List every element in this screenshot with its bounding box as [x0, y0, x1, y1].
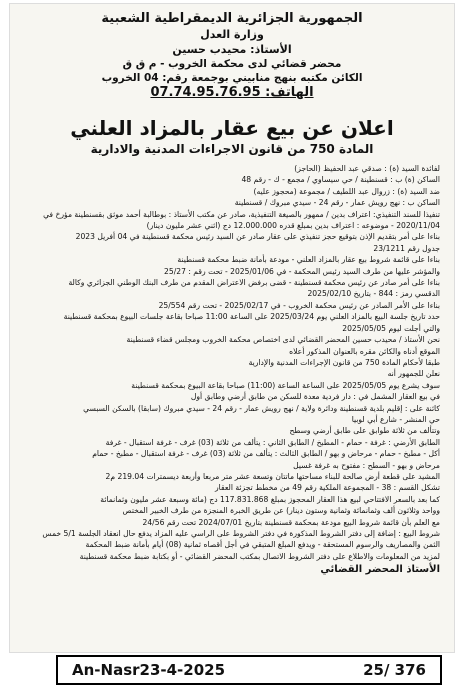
body-line: بناءا على قائمة شروط بيع عقار بالمزاد العلني - مودعة بأمانة ضبط محكمة قسنطينة: [177, 255, 440, 265]
body-line: حدد تاريخ جلسة البيع بالمزاد العلني يوم 2025/03/24 على الساعة 11:00 صباحا بقاعة جلسات البيوع بمحكمة قسنطينة: [63, 312, 440, 322]
body-line: حي المنشر - شارع أبي لوبيا: [351, 414, 440, 424]
body-line: نعلن للجمهور أنه: [387, 369, 440, 379]
bailiff-header: [10, 10, 454, 101]
body-line: في بيع العقار المشمل في : دار فردية معدة للسكن من طابق أرضي وطابق أول: [190, 392, 440, 402]
body-line: بناءا على أمر صادر عن رئيس محكمة قسنطينة - قضى برفض الاعتراض المقدم من طرف البنك الوطني الجزائري وكالة: [68, 278, 440, 288]
body-line: نحن الأستاذ / محيدب حسين المحضر القضائي لدى اختصاص محكمة الخروب ومجلس قضاء قسنطينة: [126, 335, 440, 345]
body-line: الساكن (ة) ب : قسنطينة / حي سيساوي / مجمع - ك - رقم 48: [241, 175, 440, 185]
body-line: سوف يشرع يوم 2025/05/05 على الساعة الساعة (11:00) صباحا بقاعة البيوع بمحكمة قسنطينة: [131, 380, 440, 390]
newspaper-footer: [56, 655, 442, 685]
body-line: وواحد وثلاثون ألف وثمانمائة وثمانية وستون دينار) عن طريق الخبرة المنجزة من طرف الخبير المختص: [122, 506, 440, 516]
body-line: الموقع أدناه والكائن مقره بالعنوان المذكور أعلاه: [289, 346, 440, 356]
announcement-subtitle: المادة 750 من قانون الاجراءات المدنية والادارية: [90, 142, 374, 156]
body-line: 2020/11/04 - موضوعه : اعتراف بدين بمبلغ قدره 12.000.000 دج (اثني عشر مليون دينار): [146, 221, 440, 231]
announcement-title: اعلان عن بيع عقار بالمزاد العلني: [70, 116, 394, 140]
announcement-body: [10, 163, 454, 562]
body-line: مرحاض و بهو - السطح : مفتوح به غرفة غسيل: [293, 460, 440, 470]
body-line: الثمن والمصاريف والرسوم المستحقة - ويدفع المبلغ المتبقي في أجل أقصاه ثمانية (08) أيام بأمانة ضبط المحكمة: [85, 540, 440, 550]
body-line: شروط البيع : إضافة إلى دفتر الشروط المذكورة في دفتر الشروط على الراسي عليه المزاد يدفع حال انعقاد الجلسة 5/1 خمس: [42, 529, 440, 538]
body-line: جدول رقم 23/1211: [373, 243, 440, 253]
body-line: الساكن ب : نهج رويش عمار - رقم 24 - سيدي مبروك / قسنطينة: [234, 198, 440, 208]
body-line: تشكل القسم : 38 - المجموعة الملكية رقم 49 من مخطط تجزئة العقار: [215, 483, 440, 493]
phone-line: الهاتف: 07.74.95.76.95: [150, 85, 314, 100]
ministry-line: وزارة العدل: [200, 28, 264, 41]
body-line: أكل - مطبخ - حمام - مرحاض و بهو / الطابق الثالث : يتألف من ثلاثة (03) غرف - غرفة استقبال - مطبخ - حمام: [92, 449, 440, 459]
body-line: كما بعد بالسعر الافتتاحي لبيع هذا العقار المحجوز بمبلغ 117.831.868 دج (مائة وسبعة عشر مليون وثمانمائة: [100, 494, 440, 504]
body-line: وتتألف من ثلاثة طوابق على طابق أرضي وسطح: [289, 426, 440, 436]
office-line: محضر قضائي لدى محكمة الخروب - م ق ق: [122, 58, 342, 70]
body-line: طبقا لأحكام المادة 750 من قانون الإجراءات المدنية والإدارية: [248, 357, 440, 367]
body-line: والمؤشر عليها من طرف السيد رئيس المحكمة - في 2025/01/06 - تحت رقم : 25/27: [164, 266, 440, 276]
bailiff-name: الأستاذ: محيدب حسين: [172, 43, 292, 56]
body-line: مع العلم بأن قائمة شروط البيع مودعة بمحكمة قسنطينة بتاريخ 2024/07/01 تحت رقم 24/56: [142, 517, 440, 527]
address-line: الكائن مكتبه بنهج منابيني بوجمعة رقم: 04 الخروب: [101, 72, 363, 84]
body-line: ضد السيد (ة) : زروال عبد اللطيف / مجموعة (محجوز عليه): [253, 186, 440, 196]
body-line: المشيد على قطعة أرض صالحة للبناء مساحتها ماتتان وتسعة عشر متر مربعا وأربعة ديسمترات 219.04 م2: [105, 471, 440, 481]
body-line: تنفيذا للسند التنفيذي: اعتراف بدين / ممهور بالصيغة التنفيذية، صادر عن مكتب الأستاذ : بوطالبة أحمد موثق بقسنطينة مؤرخ في: [43, 209, 440, 219]
body-line: الطابق الأرضي : غرفة - حمام - المطبخ / الطابق الثاني : يتألف من ثلاثة (03) غرف - غرفة استقبال - غرفة: [105, 437, 440, 447]
body-line: بناءا على أمر بتقديم الإذن بتوقيع حجز تنفيذي على عقار صادر عن السيد رئيس محكمة قسنطينة في 04 أفريل 2023: [75, 232, 440, 242]
body-line: الدقسي رمز : 844 - بتاريخ 2025/02/10: [307, 289, 440, 299]
announcement-clipping: [10, 4, 454, 652]
body-line: والتي أجلت ليوم 2025/05/05: [342, 323, 440, 333]
newspaper-ref: An-Nasr23-4-2025: [72, 661, 226, 679]
body-line: لمزيد من المعلومات والاطلاع على دفتر الشروط الاتصال بمكتب المحضر القضائي - أو بكتابة ضبط محكمة قسنطينة: [79, 551, 440, 561]
body-line: لفائدة السيد (ة) : صدقي عبد الحفيظ (الحاجز): [294, 164, 440, 173]
body-line: كائنة على : إقليم بلدية قسنطينة ودائرة ولاية / نهج رويش عمار - رقم 24 - سيدي مبروك (سابقا) بالسكن السبسي: [83, 403, 440, 413]
body-line: بناءا على الأمر الصادر عن رئيس محكمة الخروب - في 2025/02/17 - تحت رقم 25/554: [158, 300, 440, 310]
republic-line: الجمهورية الجزائرية الديمقراطية الشعبية: [101, 11, 363, 26]
page-ref: 25/ 376: [363, 661, 426, 679]
signature: الأستاذ المحضر القضائي: [320, 564, 440, 576]
